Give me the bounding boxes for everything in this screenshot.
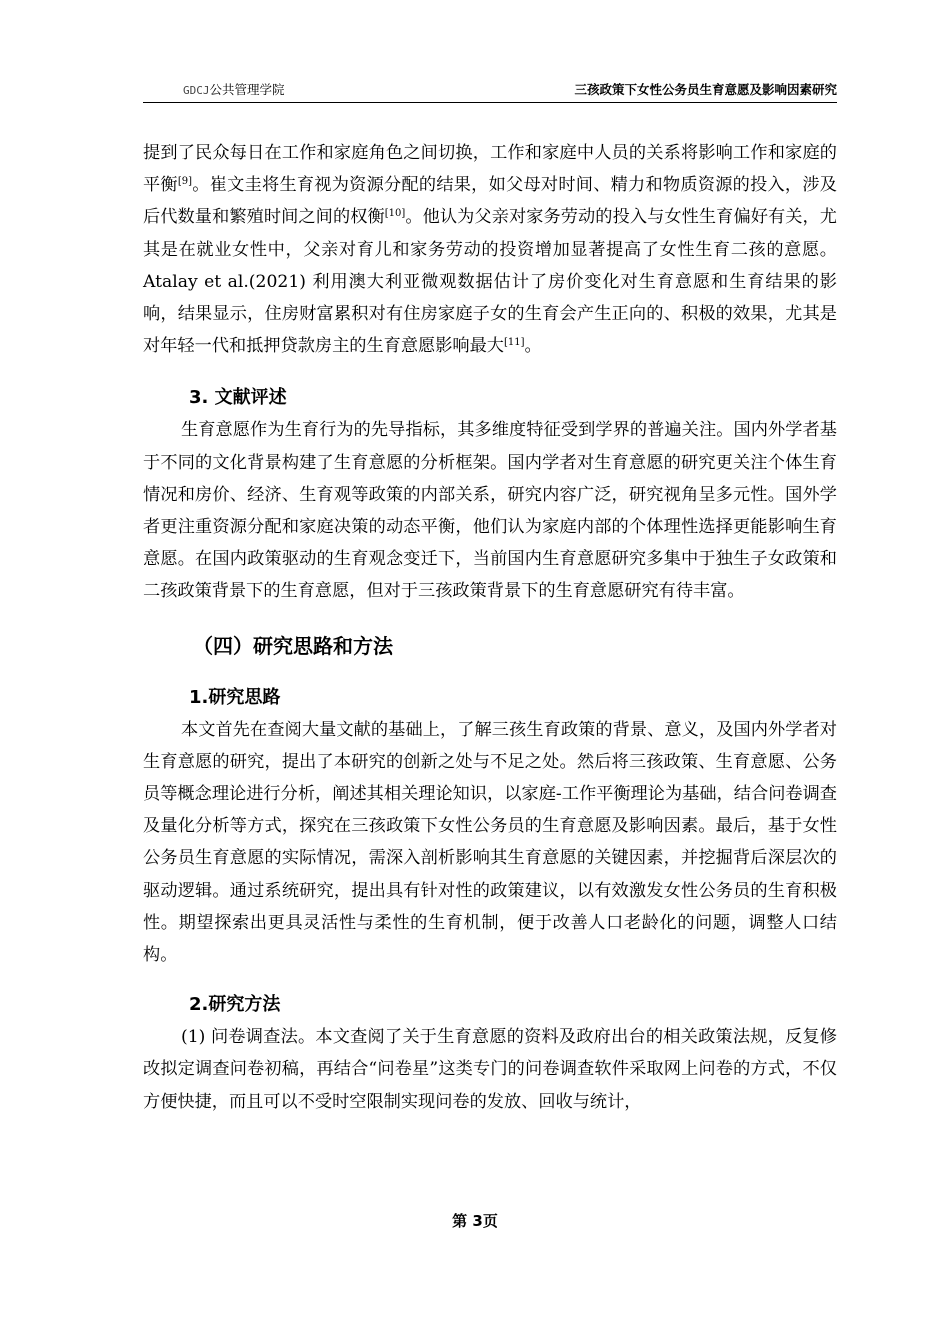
page-number: 第 3页 (452, 1212, 498, 1230)
section-4-1-paragraph: 本文首先在查阅大量文献的基础上，了解三孩生育政策的背景、意义，及国内外学者对生育意愿的研究，提出了本研究的创新之处与不足之处。然后将三孩政策、生育意愿、公务员等概念理论进行分析，阐述其相关理论知识，以家庭-工作平衡理论为基础，结合问卷调查及量化分析等方式，探究在三孩政策下女性公务员的生育意愿及影响因素。最后，基于女性公务员生育意愿的实际情况，需深入剖析影响其生育意愿的关键因素，并挖掘背后深层次的驱动逻辑。通过系统研究，提出具有针对性的政策建议，以有效激发女性公务员的生育积极性。期望探索出更具灵活性与柔性的生育机制，便于改善人口老龄化的问题，调整人口结构。 (143, 719, 837, 966)
header-institution-name: 公共管理学院 (209, 82, 285, 97)
section-4-1-heading: 1.研究思路 (189, 686, 281, 708)
intro-text-b: 。崔文圭将生育视为资源分配的结果，如父母对时间、精力和物质资源的投入，涉及后代数量和繁殖时间之间的权衡 (143, 175, 837, 228)
intro-text-a: 提到了民众每日在工作和家庭角色之间切换，工作和家庭中人员的关系将影响工作和家庭的平衡 (143, 143, 837, 196)
citation-11: [11] (503, 337, 525, 349)
citation-10: [10] (384, 208, 406, 220)
running-header (143, 78, 837, 103)
header-institution-code: GDCJ (183, 84, 210, 97)
section-3-paragraph: 生育意愿作为生育行为的先导指标，其多维度特征受到学界的普遍关注。国内外学者基于不同的文化背景构建了生育意愿的分析框架。国内学者对生育意愿的研究更关注个体生育情况和房价、经济、生育观等政策的内部关系，研究内容广泛，研究视角呈多元性。国外学者更注重资源分配和家庭决策的动态平衡，他们认为家庭内部的个体理性选择更能影响生育意愿。在国内政策驱动的生育观念变迁下，当前国内生育意愿研究多集中于独生子女政策和二孩政策背景下的生育意愿，但对于三孩政策背景下的生育意愿研究有待丰富。 (143, 420, 837, 602)
header-paper-title: 三孩政策下女性公务员生育意愿及影响因素研究 (574, 82, 837, 97)
section-4-2-heading: 2.研究方法 (189, 994, 281, 1016)
citation-9: [9] (177, 176, 193, 188)
intro-text-c: 。他认为父亲对家务劳动的投入与女性生育偏好有关，尤其是在就业女性中，父亲对育儿和家务劳动的投资增加显著提高了女性生育二孩的意愿。Atalay et al.(2021) 利用澳大利亚微观数据估计了房价变化对生育意愿和生育结果的影响，结果显示，住房财富累积对有住房家庭子女的生育会产生正向的、积极的效果，尤其是对年轻一代和抵押贷款房主的生育意愿影响最大 (143, 207, 837, 357)
page-body (143, 137, 837, 1118)
section-4-heading: （四）研究思路和方法 (193, 633, 393, 658)
section-4-2-paragraph: (1) 问卷调查法。本文查阅了关于生育意愿的资料及政府出台的相关政策法规，反复修改拟定调查问卷初稿，再结合“问卷星”这类专门的问卷调查软件采取网上问卷的方式，不仅方便快捷，而且可以不受时空限制实现问卷的发放、回收与统计， (143, 1027, 837, 1112)
intro-paragraph (143, 137, 837, 362)
intro-text-d: 。 (524, 336, 542, 357)
header-institution (183, 80, 285, 98)
section-3-heading: 3. 文献评述 (189, 387, 287, 409)
